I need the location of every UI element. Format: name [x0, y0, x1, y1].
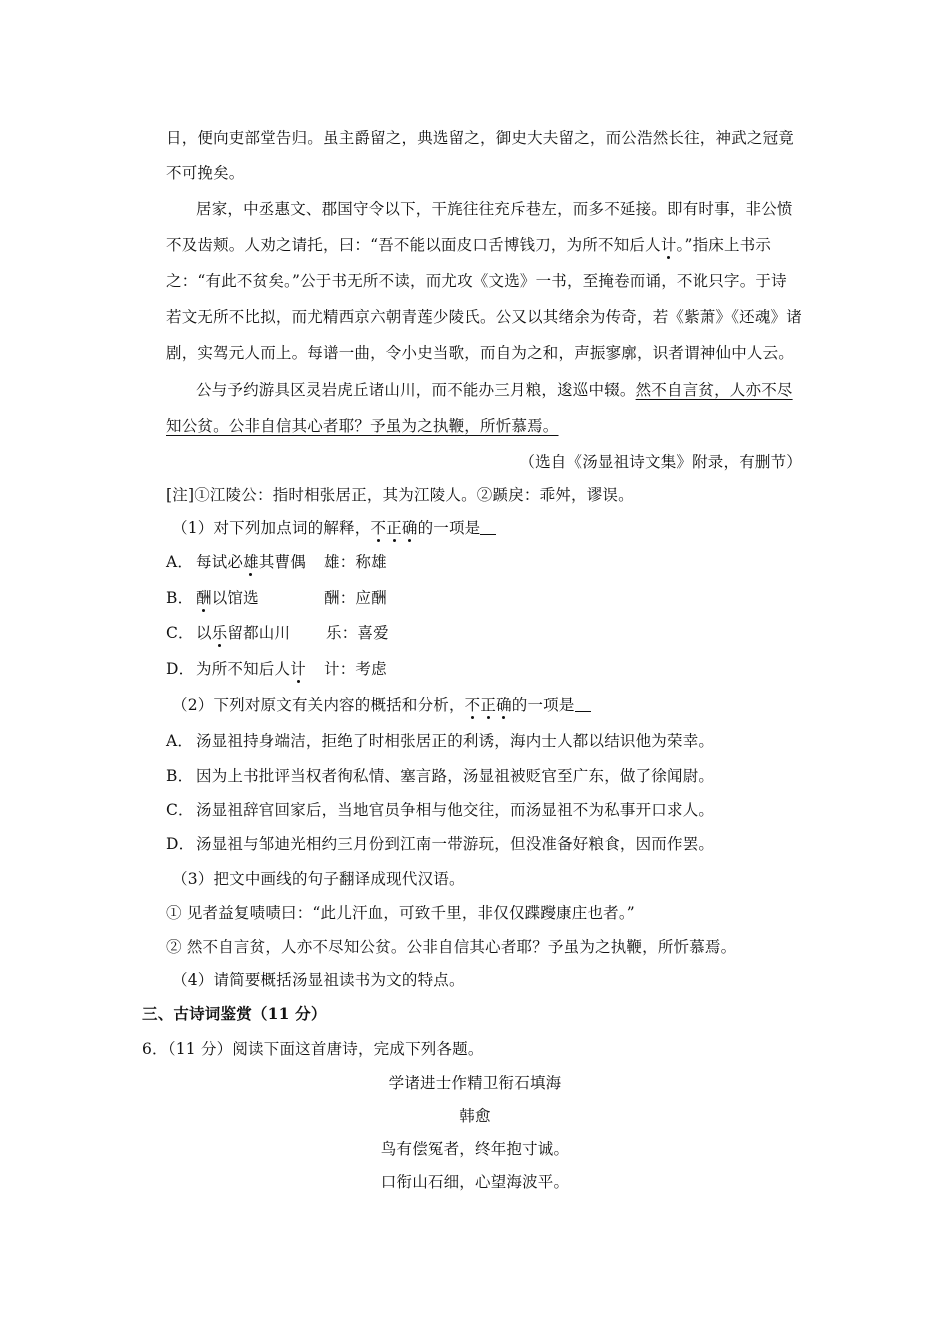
q1-option-b — [166, 588, 810, 608]
text: 每试必 — [196, 553, 244, 571]
passage-line — [166, 343, 810, 363]
passage-line — [166, 271, 810, 291]
option-gloss: 酬：应酬 — [324, 589, 387, 607]
poem-title — [0, 1073, 950, 1093]
option-label: B． — [166, 767, 194, 785]
text: 留都山川 — [227, 624, 291, 642]
question-1-prompt — [172, 518, 816, 538]
option-text: 汤显祖与邹迪光相约三月份到江南一带游玩，但没准备好粮食，因而作罢。 — [196, 835, 715, 853]
text: 公与予约游具区灵岩虎丘诸山川，而不能办三月粮，逡巡中辍。 — [196, 381, 636, 399]
text: （4）请简要概括汤显祖读书为文的特点。 — [172, 971, 465, 989]
option-label: B． — [166, 589, 194, 607]
emphasized-char: 正 — [480, 696, 497, 714]
text: 的一项是 — [511, 696, 575, 714]
passage-line — [166, 163, 810, 183]
q2-option-c — [166, 800, 810, 820]
text: 日，便向吏部堂告归。虽主爵留之，典选留之，御史大夫留之，而公浩然长往，神武之冠竟 — [166, 129, 795, 147]
text: 剧，实驾元人而上。每谱一曲，令小史当歌，而自为之和，声振寥廓，识者谓神仙中人云。 — [166, 344, 795, 362]
section-heading — [142, 1004, 786, 1024]
text: （3）把文中画线的句子翻译成现代汉语。 — [172, 870, 465, 888]
text: 6．（11 分）阅读下面这首唐诗，完成下列各题。 — [142, 1040, 484, 1058]
passage-line — [166, 307, 810, 327]
q2-option-a — [166, 731, 810, 751]
underlined-sentence: 知公贫。公非自信其心者耶？予虽为之执鞭，所忻慕焉。 — [166, 417, 559, 435]
passage-paragraph-start — [196, 380, 810, 400]
text: 不可挽矣。 — [166, 164, 245, 182]
source-citation — [166, 452, 802, 472]
passage-paragraph-start — [196, 199, 810, 219]
option-label: D． — [166, 835, 195, 853]
option-label: A． — [166, 732, 194, 750]
emphasized-char: 雄 — [243, 553, 259, 571]
poem-line — [0, 1139, 950, 1159]
text: 不及齿颊。人劝之请托，曰：“吾不能以面皮口舌博钱刀，为所不知后人 — [166, 236, 661, 254]
emphasized-char: 乐 — [211, 624, 228, 642]
emphasized-char: 计 — [660, 236, 677, 254]
text: 其曹偶 — [258, 553, 306, 571]
text: 学诸进士作精卫衔石填海 — [388, 1074, 562, 1092]
text: 三、古诗词鉴赏（11 分） — [142, 1004, 327, 1023]
option-text: 因为上书批评当权者徇私情、塞言路，汤显祖被贬官至广东，做了徐闻尉。 — [196, 767, 715, 785]
option-gloss: 计：考虑 — [324, 660, 387, 678]
option-label: A． — [166, 553, 194, 571]
text: 之：“有此不贫矣。”公于书无所不读，而尤攻《文选》一书，至掩卷而诵，不讹只字。于诗 — [166, 272, 787, 290]
text: 韩愈 — [459, 1107, 491, 1125]
option-label: C． — [166, 801, 194, 819]
text: 以馆选 — [211, 589, 259, 607]
q1-option-a — [166, 552, 810, 572]
text: 居家，中丞惠文、郡国守令以下，干旄往往充斥巷左，而多不延接。即有时事，非公愤 — [196, 200, 793, 218]
option-text: 汤显祖辞官回家后，当地官员争相与他交往，而汤显祖不为私事开口求人。 — [196, 801, 715, 819]
answer-blank[interactable] — [480, 520, 496, 535]
q1-option-d — [166, 659, 810, 679]
text: [注]①江陵公：指时相张居正，其为江陵人。②踬戾：乖舛，谬误。 — [166, 486, 634, 504]
text: 口衔山石细，心望海波平。 — [380, 1173, 570, 1191]
passage-line — [166, 235, 810, 255]
poem-author — [0, 1106, 950, 1126]
emphasized-char: 不 — [464, 696, 481, 714]
question-4-prompt — [172, 970, 816, 990]
option-label: D． — [166, 660, 195, 678]
text: 。”指床上书示 — [676, 236, 772, 254]
emphasized-char: 计 — [290, 660, 306, 678]
text: 以 — [196, 624, 212, 642]
option-gloss: 雄：称雄 — [324, 553, 387, 571]
text: （1）对下列加点词的解释， — [172, 519, 371, 537]
footnote — [166, 485, 810, 505]
text: 为所不知后人 — [196, 660, 291, 678]
answer-blank[interactable] — [575, 697, 591, 712]
text: ② 然不自言贫，人亦不尽知公贫。公非自信其心者耶？予虽为之执鞭，所忻慕焉。 — [166, 938, 737, 956]
q2-option-b — [166, 766, 810, 786]
q1-option-c — [166, 623, 810, 643]
question-3-prompt — [172, 869, 816, 889]
text: 若文无所不比拟，而尤精西京六朝青莲少陵氏。公又以其绪余为传奇，若《紫萧》《还魂》诸 — [166, 308, 802, 326]
passage-line — [166, 416, 810, 436]
option-text: 汤显祖持身端洁，拒绝了时相张居正的利诱，海内士人都以结识他为荣幸。 — [196, 732, 715, 750]
q3-item-1 — [166, 903, 810, 923]
emphasized-char: 确 — [401, 519, 418, 537]
emphasized-char: 确 — [496, 696, 512, 714]
underlined-sentence: 然不自言贫，人亦不尽 — [635, 381, 793, 399]
question-6-intro — [142, 1039, 786, 1059]
emphasized-char: 酬 — [196, 589, 212, 607]
q3-item-2 — [166, 937, 810, 957]
text: 鸟有偿冤者，终年抱寸诚。 — [380, 1140, 570, 1158]
poem-line — [0, 1172, 950, 1192]
passage-line — [166, 128, 810, 148]
q2-option-d — [166, 834, 810, 854]
text: （选自《汤显祖诗文集》附录，有删节） — [519, 453, 802, 471]
text: 的一项是 — [417, 519, 481, 537]
option-gloss: 乐：喜爱 — [326, 624, 389, 642]
emphasized-char: 不 — [370, 519, 387, 537]
emphasized-char: 正 — [386, 519, 402, 537]
question-2-prompt — [172, 695, 816, 715]
option-label: C． — [166, 624, 194, 642]
text: ① 见者益复啧啧曰：“此儿汗血，可致千里，非仅仅蹀躞康庄也者。” — [166, 904, 635, 922]
text: （2）下列对原文有关内容的概括和分析， — [172, 696, 465, 714]
